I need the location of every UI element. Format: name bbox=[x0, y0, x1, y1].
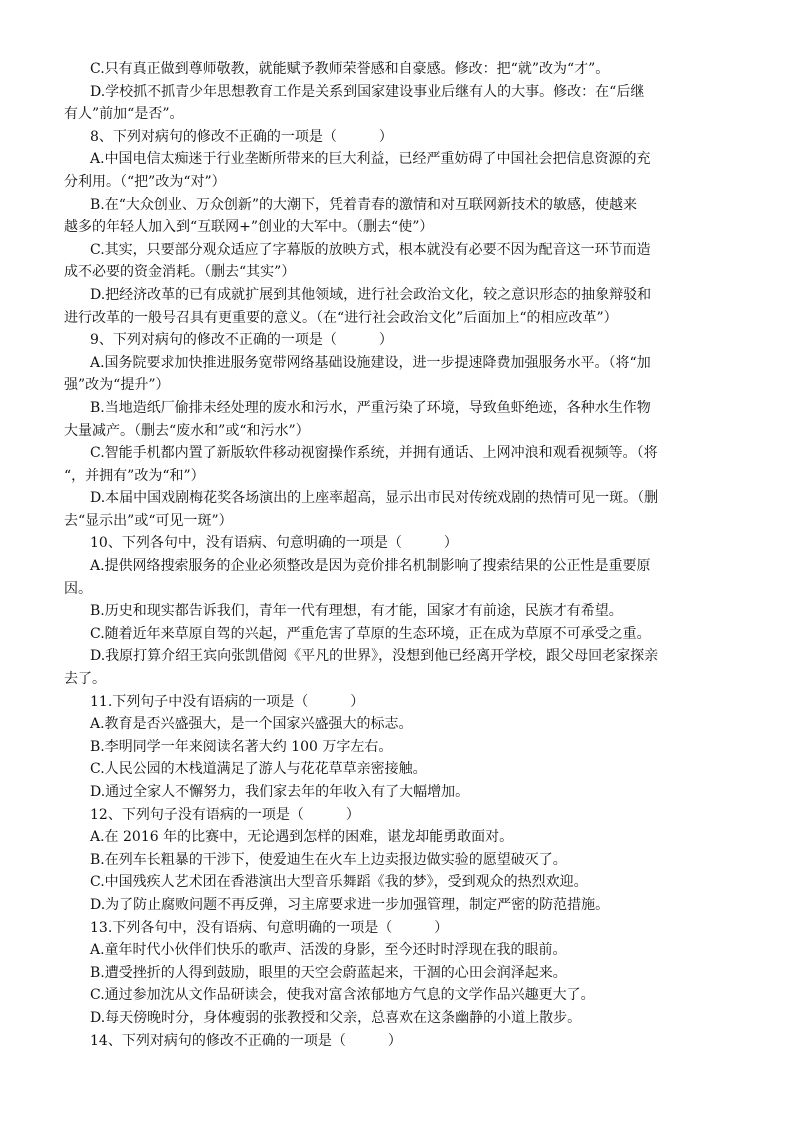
text-line: A.提供网络搜索服务的企业必须整改是因为竞价排名机制影响了搜索结果的公正性是重要原 bbox=[90, 558, 651, 575]
text-line: B.在列车长粗暴的干涉下，使爱迪生在火车上边卖报边做实验的愿望破灭了。 bbox=[90, 851, 567, 868]
text-line: 14、下列对病句的修改不正确的一项是（ ） bbox=[90, 1032, 402, 1049]
text-line: B.当地造纸厂偷排未经处理的废水和污水，严重污染了环境，导致鱼虾绝迹，各种水生作物 bbox=[90, 399, 651, 416]
text-line: C.通过参加沈从文作品研读会，使我对富含浓郁地方气息的文学作品兴趣更大了。 bbox=[90, 987, 595, 1004]
text-line: 成不必要的资金消耗。（删去“其实”） bbox=[64, 264, 296, 281]
text-line: C.中国残疾人艺术团在香港演出大型音乐舞蹈《我的梦》，受到观众的热烈欢迎。 bbox=[90, 874, 588, 891]
text-line: 10、下列各句中，没有语病、句意明确的一项是（ ） bbox=[90, 535, 458, 552]
text-line: “，并拥有”改为“和”） bbox=[64, 467, 205, 484]
text-line: B.遭受挫折的人得到鼓励，眼里的天空会蔚蓝起来，干涸的心田会润泽起来。 bbox=[90, 964, 567, 981]
text-line: D.我原打算介绍王宾向张凯借阅《平凡的世界》，没想到他已经离开学校，跟父母回老家探亲 bbox=[90, 648, 659, 665]
text-line: C.其实，只要部分观众适应了字幕版的放映方式，根本就没有必要不因为配音这一环节而造 bbox=[90, 241, 651, 258]
text-line: D.学校抓不抓青少年思想教育工作是关系到国家建设事业后继有人的大事。修改：在“后继 bbox=[90, 83, 645, 100]
text-line: B.李明同学一年来阅读名著大约 100 万字左右。 bbox=[90, 738, 393, 755]
text-line: D.本届中国戏剧梅花奖各场演出的上座率超高，显示出市民对传统戏剧的热情可见一斑。（删 bbox=[90, 490, 659, 507]
text-line: D.通过全家人不懈努力，我们家去年的年收入有了大幅增加。 bbox=[90, 784, 470, 800]
text-line: D.把经济改革的已有成就扩展到其他领域，进行社会政治文化，较之意识形态的抽象辩驳和 bbox=[90, 286, 652, 303]
text-line: 11.下列句子中没有语病的一项是（ ） bbox=[90, 693, 365, 710]
text-line: 越多的年轻人加入到“互联网+”创业的大军中。（删去“使”） bbox=[64, 219, 434, 236]
text-line: 13.下列各句中，没有语病、句意明确的一项是（ ） bbox=[90, 919, 449, 936]
text-line: C.只有真正做到尊师敬教，就能赋予教师荣誉感和自豪感。修改：把“就”改为“才”。 bbox=[90, 61, 610, 77]
text-line: C.人民公园的木栈道满足了游人与花花草草亲密接触。 bbox=[90, 761, 427, 778]
text-line: C.智能手机都内置了新版软件移动视窗操作系统，并拥有通话、上网冲浪和观看视频等。（将 bbox=[90, 445, 658, 462]
text-line: A.中国电信太痴迷于行业垄断所带来的巨大利益，已经严重妨碍了中国社会把信息资源的充 bbox=[90, 151, 651, 168]
text-line: 强”改为“提升”） bbox=[64, 377, 170, 394]
text-line: A.教育是否兴盛强大，是一个国家兴盛强大的标志。 bbox=[90, 716, 413, 733]
text-line: 大量减产。（删去“废水和”或“和污水”） bbox=[64, 422, 310, 439]
text-line: 进行改革的一般号召具有更重要的意义。（在“进行社会政治文化”后面加上“的相应改革”） bbox=[64, 309, 618, 326]
text-line: D.每天傍晚时分，身体瘦弱的张教授和父亲，总喜欢在这条幽静的小道上散步。 bbox=[90, 1009, 582, 1026]
text-line: A.国务院要求加快推进服务宽带网络基础设施建设，进一步提速降费加强服务水平。（将“加 bbox=[90, 354, 651, 371]
text-line: 12、下列句子没有语病的一项是（ ） bbox=[90, 806, 360, 823]
text-line: 有人”前加“是否”。 bbox=[64, 106, 184, 123]
text-line: 去“显示出”或“可见一斑”） bbox=[64, 512, 233, 529]
document-page bbox=[64, 58, 736, 1052]
text-line: 分利用。（“把”改为“对”） bbox=[64, 173, 226, 190]
text-line: B.在“大众创业、万众创新”的大潮下，凭着青春的激情和对互联网新技术的敏感，使越来 bbox=[90, 196, 638, 213]
text-line: 9、下列对病句的修改不正确的一项是（ ） bbox=[90, 332, 393, 349]
text-line: B.历史和现实都告诉我们，青年一代有理想，有才能，国家才有前途，民族才有希望。 bbox=[90, 603, 623, 620]
text-line: C.随着近年来草原自驾的兴起，严重危害了草原的生态环境，正在成为草原不可承受之重。 bbox=[90, 625, 651, 642]
text-line: A.在 2016 年的比赛中，无论遇到怎样的困难，谌龙却能勇敢面对。 bbox=[90, 829, 514, 846]
text-line: 8、下列对病句的修改不正确的一项是（ ） bbox=[90, 128, 393, 145]
text-line: D.为了防止腐败问题不再反弹，习主席要求进一步加强管理，制定严密的防范措施。 bbox=[90, 896, 610, 913]
text-line: 因。 bbox=[64, 580, 92, 597]
text-line: 去了。 bbox=[64, 671, 106, 688]
text-line: A.童年时代小伙伴们快乐的歌声、活泼的身影，至今还时时浮现在我的眼前。 bbox=[90, 942, 567, 959]
